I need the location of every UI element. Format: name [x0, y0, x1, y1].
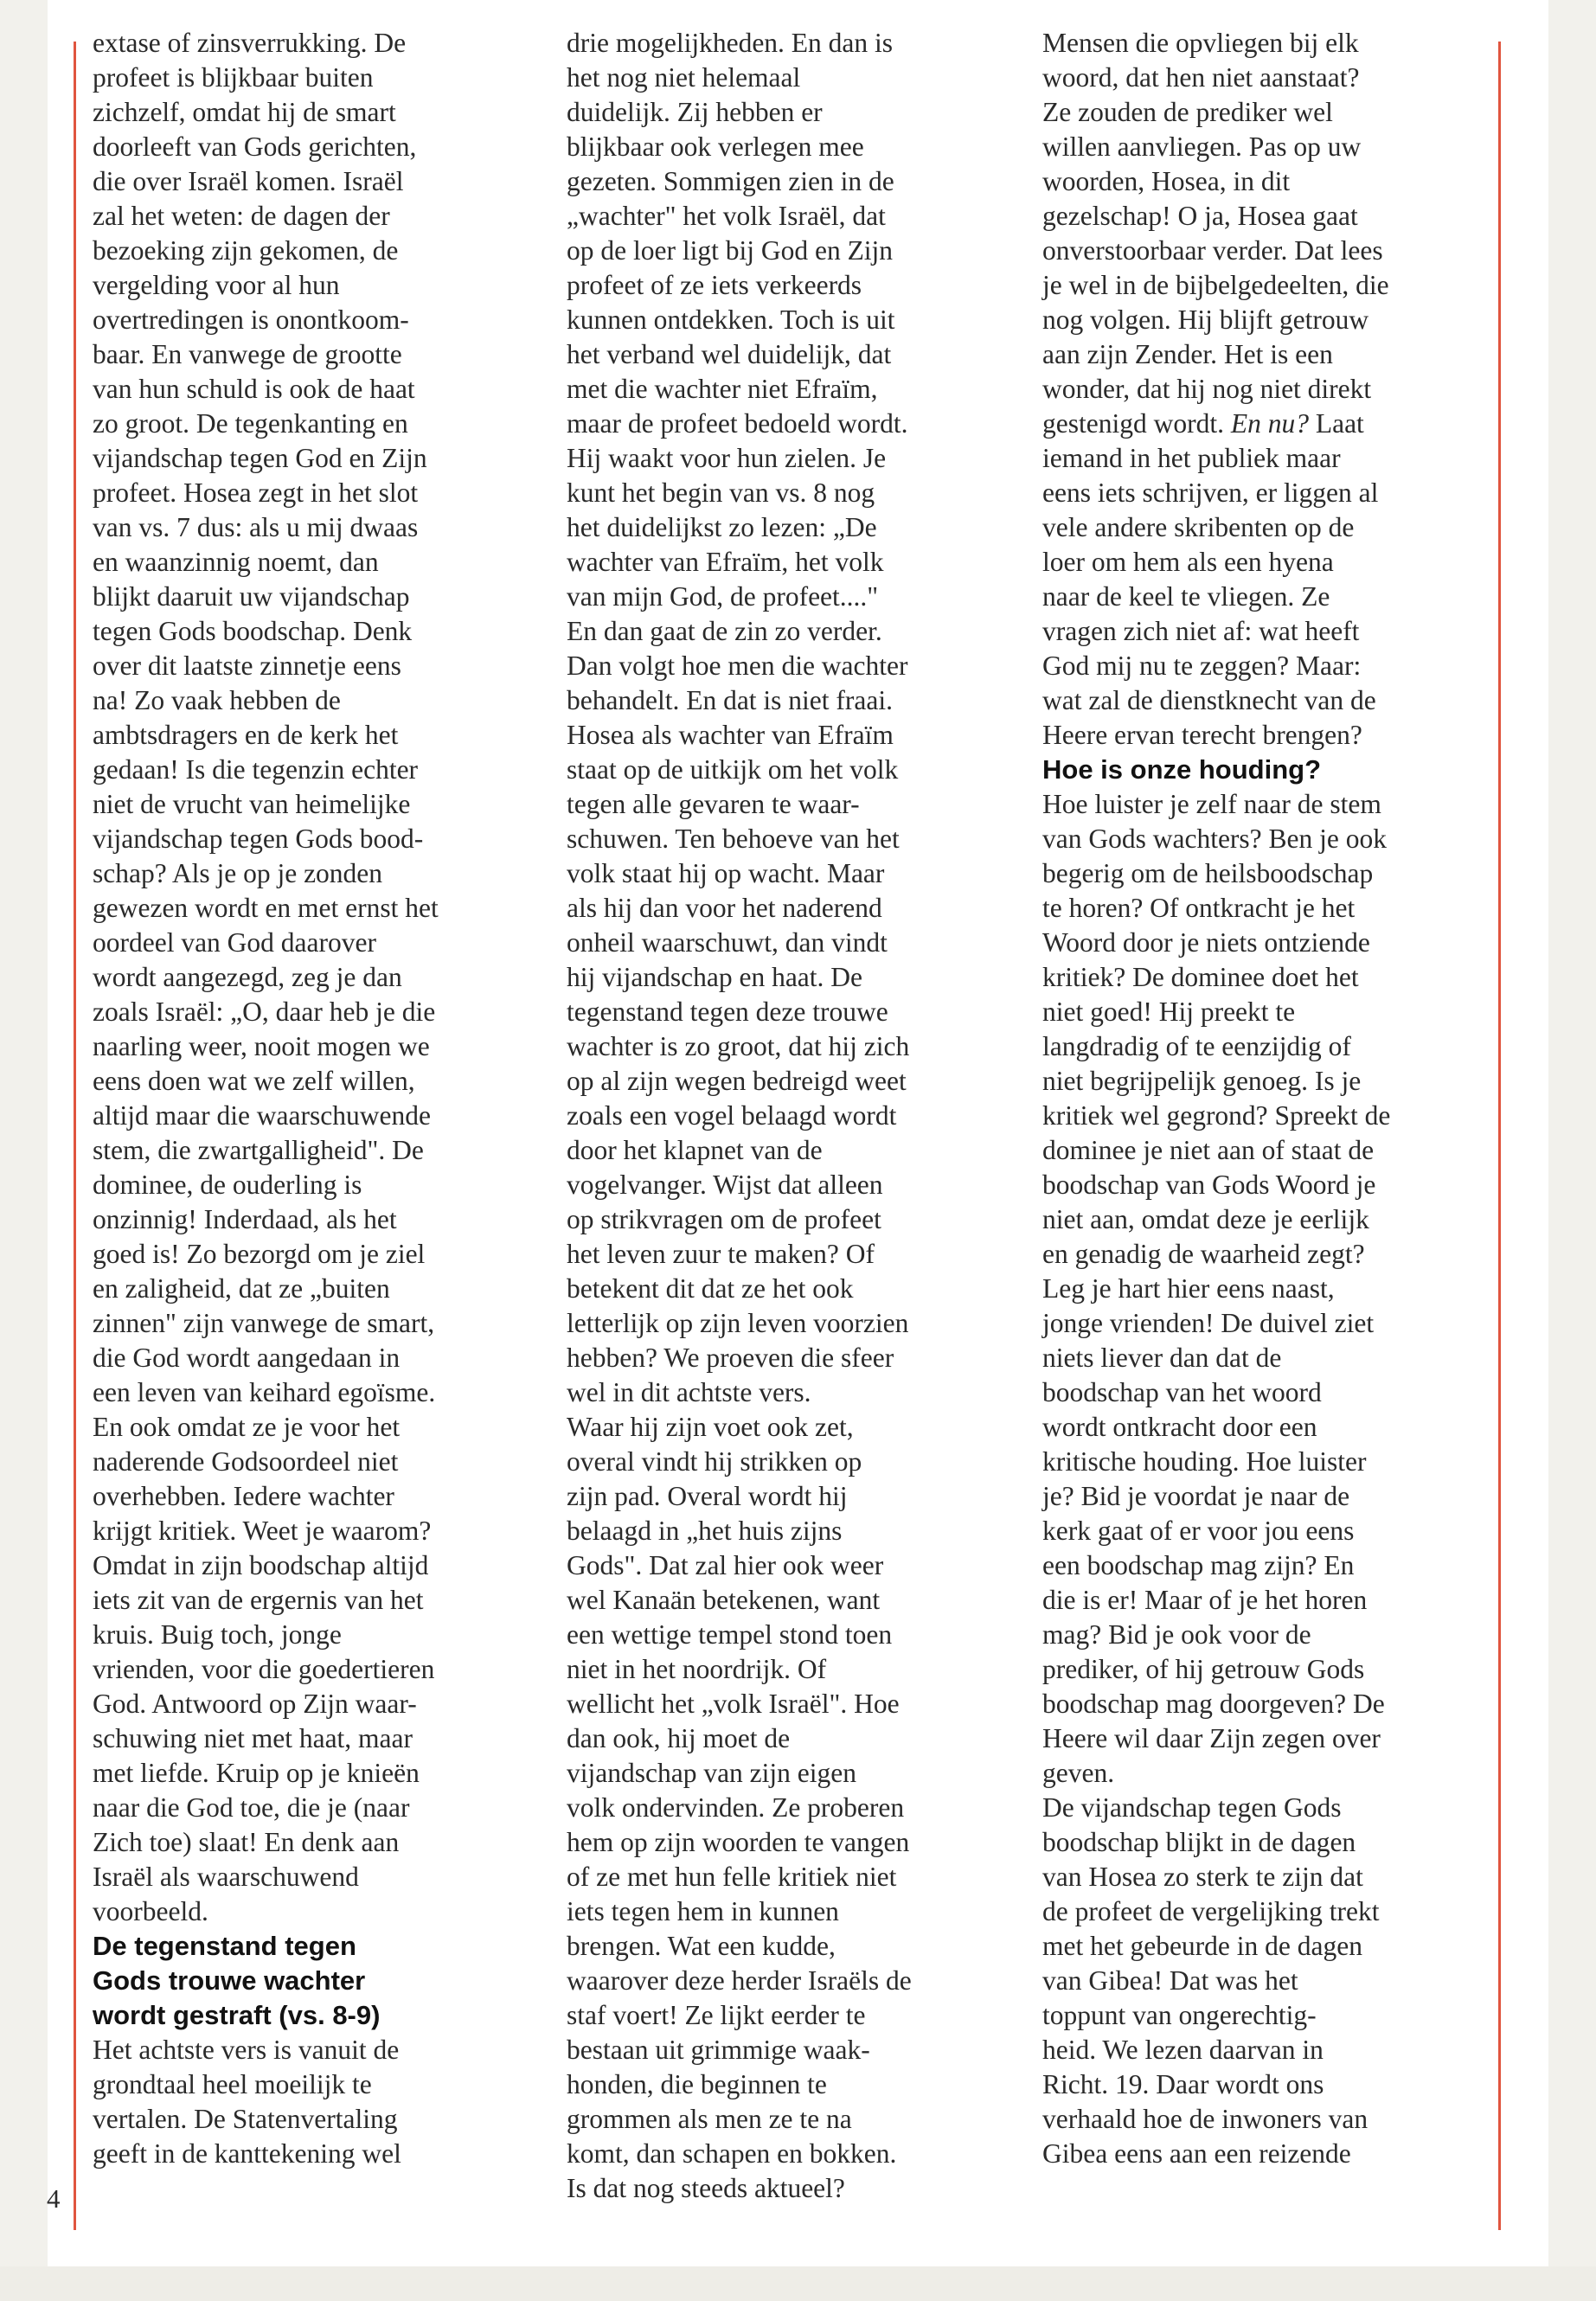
text-line: Richt. 19. Daar wordt ons [1042, 2069, 1324, 2099]
text-line: onzinnig! Inderdaad, als het [93, 1204, 397, 1234]
text-line: boodschap mag doorgeven? De [1042, 1689, 1385, 1719]
text-line: een wettige tempel stond toen [567, 1619, 893, 1650]
text-line: zoals Israël: „O, daar heb je die [93, 997, 436, 1027]
text-line: kruis. Buig toch, jonge [93, 1619, 342, 1650]
text-line: boodschap van het woord [1042, 1377, 1322, 1407]
text-line: of ze met hun felle kritiek niet [567, 1862, 897, 1892]
text-line: „wachter" het volk Israël, dat [567, 201, 886, 231]
text-line: een leven van keihard egoïsme. [93, 1377, 436, 1407]
text-line: De vijandschap tegen Gods [1042, 1792, 1342, 1823]
text-line: het nog niet helemaal [567, 62, 801, 93]
text-line: maar de profeet bedoeld wordt. [567, 408, 908, 439]
text-line: geeft in de kanttekening wel [93, 2138, 401, 2169]
heading-line: Hoe is onze houding? [1042, 754, 1322, 785]
text-line: tegen Gods boodschap. Denk [93, 616, 413, 646]
heading-line: wordt gestraft (vs. 8-9) [93, 2000, 381, 2030]
text-line: tegenstand tegen deze trouwe [567, 997, 888, 1027]
text-line: schuwen. Ten behoeve van het [567, 824, 900, 854]
text-line: kritische houding. Hoe luister [1042, 1446, 1367, 1477]
text-line: Hij waakt voor hun zielen. Je [567, 443, 887, 473]
text-line: goed is! Zo bezorgd om je ziel [93, 1239, 426, 1269]
text-line: gedaan! Is die tegenzin echter [93, 754, 419, 785]
text-line: duidelijk. Zij hebben er [567, 97, 823, 127]
text-line: boodschap blijkt in de dagen [1042, 1827, 1356, 1857]
text-line: kerk gaat of er voor jou eens [1042, 1516, 1355, 1546]
text-line: belaagd in „het huis zijns [567, 1516, 843, 1546]
text-line: Gibea eens aan een reizende [1042, 2138, 1351, 2169]
text-line: iets tegen hem in kunnen [567, 1896, 839, 1926]
text-line: God. Antwoord op Zijn waar- [93, 1689, 417, 1719]
text-line: die is er! Maar of je het horen [1042, 1585, 1368, 1615]
text-line: begerig om de heilsboodschap [1042, 858, 1374, 888]
text-line: Hoe luister je zelf naar de stem [1042, 789, 1381, 819]
text-line: God mij nu te zeggen? Maar: [1042, 651, 1362, 681]
text-line: op al zijn wegen bedreigd weet [567, 1066, 907, 1096]
text-line: vergelding voor al hun [93, 270, 340, 300]
text-line: komt, dan schapen en bokken. [567, 2138, 897, 2169]
text-line: loer om hem als een hyena [1042, 547, 1334, 577]
text-line: vijandschap van zijn eigen [567, 1758, 857, 1788]
text-line: overal vindt hij strikken op [567, 1446, 862, 1477]
text-line: Waar hij zijn voet ook zet, [567, 1412, 854, 1442]
text-line: wel Kanaän betekenen, want [567, 1585, 881, 1615]
text-line: gezelschap! O ja, Hosea gaat [1042, 201, 1358, 231]
text-line: dan ook, hij moet de [567, 1723, 791, 1753]
text-line: iemand in het publiek maar [1042, 443, 1341, 473]
text-line: Het achtste vers is vanuit de [93, 2035, 400, 2065]
text-line: aan zijn Zender. Het is een [1042, 339, 1333, 369]
text-line: dominee je niet aan of staat de [1042, 1135, 1375, 1165]
text-line: en zaligheid, dat ze „buiten [93, 1273, 390, 1304]
text-line: zo groot. De tegenkanting en [93, 408, 408, 439]
text-line: bestaan uit grimmige waak- [567, 2035, 870, 2065]
heading-line: Gods trouwe wachter [93, 1965, 366, 1996]
text-line: niet begrijpelijk genoeg. Is je [1042, 1066, 1362, 1096]
text-line: Is dat nog steeds aktueel? [567, 2173, 845, 2203]
text-line: verhaald hoe de inwoners van [1042, 2104, 1368, 2134]
text-line: met het gebeurde in de dagen [1042, 1931, 1362, 1961]
text-line: naar de keel te vliegen. Ze [1042, 581, 1330, 612]
text-line: behandelt. En dat is niet fraai. [567, 685, 893, 715]
text-line: woorden, Hosea, in dit [1042, 166, 1291, 196]
text-line: hij vijandschap en haat. De [567, 962, 863, 992]
text-line: kritiek wel gegrond? Spreekt de [1042, 1100, 1391, 1131]
text-line: toppunt van ongerechtig- [1042, 2000, 1317, 2030]
text-line: het duidelijkst zo lezen: „De [567, 512, 877, 542]
text-line: wel in dit achtste vers. [567, 1377, 811, 1407]
text-line: Gods". Dat zal hier ook weer [567, 1550, 884, 1580]
text-line: wellicht het „volk Israël". Hoe [567, 1689, 900, 1719]
text-line: baar. En vanwege de grootte [93, 339, 402, 369]
text-line: overhebben. Iedere wachter [93, 1481, 394, 1511]
text-line: vogelvanger. Wijst dat alleen [567, 1170, 883, 1200]
heading-line: De tegenstand tegen [93, 1931, 356, 1961]
text-line: blijkbaar ook verlegen mee [567, 131, 864, 162]
text-line: wordt ontkracht door een [1042, 1412, 1317, 1442]
text-line: zichzelf, omdat hij de smart [93, 97, 396, 127]
text-line: Heere ervan terecht brengen? [1042, 720, 1362, 750]
text-line: jonge vrienden! De duivel ziet [1042, 1308, 1375, 1338]
text-line: naar die God toe, die je (naar [93, 1792, 410, 1823]
text-line: mag? Bid je ook voor de [1042, 1619, 1311, 1650]
text-line: niet in het noordrijk. Of [567, 1654, 827, 1684]
text-line: en waanzinnig noemt, dan [93, 547, 379, 577]
section-heading [1042, 753, 1484, 787]
text-line: die over Israël komen. Israël [93, 166, 404, 196]
page-bottom-edge [0, 2266, 1596, 2301]
right-margin-rule [1498, 42, 1501, 2230]
column-1 [93, 26, 525, 2171]
text-line: gezeten. Sommigen zien in de [567, 166, 894, 196]
text-line: hem op zijn woorden te vangen [567, 1827, 910, 1857]
text-line: En dan gaat de zin zo verder. [567, 616, 882, 646]
text-line: staat op de uitkijk om het volk [567, 754, 899, 785]
text-line: kritiek? De dominee doet het [1042, 962, 1359, 992]
body-paragraph [1042, 787, 1484, 2171]
text-line: je? Bid je voordat je naar de [1042, 1481, 1350, 1511]
text-line: op strikvragen om de profeet [567, 1204, 881, 1234]
text-line: de profeet de vergelijking trekt [1042, 1896, 1380, 1926]
text-line: wonder, dat hij nog niet direkt [1042, 374, 1372, 404]
text-line: vele andere skribenten op de [1042, 512, 1355, 542]
body-paragraph [93, 2033, 525, 2171]
text-line: blijkt daaruit uw vijandschap [93, 581, 410, 612]
text-line: Zich toe) slaat! En denk aan [93, 1827, 400, 1857]
text-line: eens iets schrijven, er liggen al [1042, 478, 1379, 508]
text-line: Omdat in zijn boodschap altijd [93, 1550, 429, 1580]
text-line: wachter is zo groot, dat hij zich [567, 1031, 910, 1061]
text-line: honden, die beginnen te [567, 2069, 827, 2099]
text-line: woord, dat hen niet aanstaat? [1042, 62, 1360, 93]
text-line: naarling weer, nooit mogen we [93, 1031, 430, 1061]
text-line: gewezen wordt en met ernst het [93, 893, 439, 923]
text-line: het verband wel duidelijk, dat [567, 339, 892, 369]
text-line: zinnen" zijn vanwege de smart, [93, 1308, 435, 1338]
text-line: grondtaal heel moeilijk te [93, 2069, 372, 2099]
text-line: vragen zich niet af: wat heeft [1042, 616, 1360, 646]
text-line: geven. [1042, 1758, 1115, 1788]
emphasis-text: En nu? [1230, 408, 1309, 439]
column-3 [1042, 26, 1484, 2171]
text-line: te horen? Of ontkracht je het [1042, 893, 1356, 923]
text-line: zijn pad. Overal wordt hij [567, 1481, 848, 1511]
text-line: Leg je hart hier eens naast, [1042, 1273, 1335, 1304]
text-line: van hun schuld is ook de haat [93, 374, 415, 404]
text-line: waarover deze herder Israëls de [567, 1965, 912, 1996]
text-line: boodschap van Gods Woord je [1042, 1170, 1376, 1200]
text-line: overtredingen is onontkoom- [93, 304, 409, 335]
text-line: van Gibea! Dat was het [1042, 1965, 1298, 1996]
text-line: vrienden, voor die goedertieren [93, 1654, 435, 1684]
text-line: Israël als waarschuwend [93, 1862, 359, 1892]
text-line: nog volgen. Hij blijft getrouw [1042, 304, 1369, 335]
page-number: 4 [47, 2183, 61, 2214]
text-line: stem, die zwartgalligheid". De [93, 1135, 424, 1165]
text-line: vijandschap tegen Gods bood- [93, 824, 424, 854]
text-line: willen aanvliegen. Pas op uw [1042, 131, 1362, 162]
text-line: vertalen. De Statenvertaling [93, 2104, 398, 2134]
text-line: profeet is blijkbaar buiten [93, 62, 374, 93]
text-line: Ze zouden de prediker wel [1042, 97, 1333, 127]
text-line: Dan volgt hoe men die wachter [567, 651, 908, 681]
text-line: schuwing niet met haat, maar [93, 1723, 413, 1753]
text-line: langdradig of te eenzijdig of [1042, 1031, 1351, 1061]
text-line: brengen. Wat een kudde, [567, 1931, 836, 1961]
text-line: volk ondervinden. Ze proberen [567, 1792, 905, 1823]
text-line: letterlijk op zijn leven voorzien [567, 1308, 909, 1338]
column-2 [567, 26, 999, 2206]
text-line: op de loer ligt bij God en Zijn [567, 235, 894, 266]
text-line: onverstoorbaar verder. Dat lees [1042, 235, 1383, 266]
text-line: volk staat hij op wacht. Maar [567, 858, 885, 888]
text-line: iets zit van de ergernis van het [93, 1585, 424, 1615]
text-line: altijd maar die waarschuwende [93, 1100, 431, 1131]
text-line: profeet. Hosea zegt in het slot [93, 478, 419, 508]
text-line: onheil waarschuwt, dan vindt [567, 927, 888, 958]
left-margin-rule [74, 42, 76, 2230]
text-line: En ook omdat ze je voor het [93, 1412, 401, 1442]
text-line: en genadig de waarheid zegt? [1042, 1239, 1365, 1269]
text-line: Woord door je niets ontziende [1042, 927, 1370, 958]
text-line: na! Zo vaak hebben de [93, 685, 341, 715]
text-line: Mensen die opvliegen bij elk [1042, 28, 1359, 58]
text-line: kunt het begin van vs. 8 nog [567, 478, 875, 508]
text-line: van vs. 7 dus: als u mij dwaas [93, 512, 419, 542]
text-line: grommen als men ze te na [567, 2104, 852, 2134]
text-line: krijgt kritiek. Weet je waarom? [93, 1516, 432, 1546]
text-line: Heere wil daar Zijn zegen over [1042, 1723, 1381, 1753]
text-line: met die wachter niet Efraïm, [567, 374, 878, 404]
text-line: bezoeking zijn gekomen, de [93, 235, 399, 266]
text-line: zal het weten: de dagen der [93, 201, 390, 231]
text-line: je wel in de bijbelgedeelten, die [1042, 270, 1389, 300]
text-line: van mijn God, de profeet...." [567, 581, 879, 612]
body-paragraph [93, 26, 525, 1929]
text-line: het leven zuur te maken? Of [567, 1239, 875, 1269]
text-line: tegen alle gevaren te waar- [567, 789, 860, 819]
text-line: zoals een vogel belaagd wordt [567, 1100, 897, 1131]
text-line: over dit laatste zinnetje eens [93, 651, 401, 681]
text-line: extase of zinsverrukking. De [93, 28, 407, 58]
text-line: schap? Als je op je zonden [93, 858, 383, 888]
text-line: niet goed! Hij preekt te [1042, 997, 1296, 1027]
text-line: een boodschap mag zijn? En [1042, 1550, 1355, 1580]
body-paragraph [567, 26, 999, 2206]
section-heading [93, 1929, 525, 2033]
text-line: staf voert! Ze lijkt eerder te [567, 2000, 866, 2030]
text-line: voorbeeld. [93, 1896, 208, 1926]
text-line: oordeel van God daarover [93, 927, 376, 958]
body-paragraph [1042, 26, 1484, 753]
text-line: heid. We lezen daarvan in [1042, 2035, 1324, 2065]
text-line: betekent dit dat ze het ook [567, 1273, 854, 1304]
text-line: door het klapnet van de [567, 1135, 823, 1165]
text-line: van Gods wachters? Ben je ook [1042, 824, 1388, 854]
text-line: niets liever dan dat de [1042, 1343, 1282, 1373]
text-line: als hij dan voor het naderend [567, 893, 882, 923]
text-line: drie mogelijkheden. En dan is [567, 28, 894, 58]
text-line: profeet of ze iets verkeerds [567, 270, 862, 300]
text-line: die God wordt aangedaan in [93, 1343, 401, 1373]
text-line: van Hosea zo sterk te zijn dat [1042, 1862, 1363, 1892]
text-line: ambtsdragers en de kerk het [93, 720, 399, 750]
text-line: doorleeft van Gods gerichten, [93, 131, 417, 162]
text-line: niet de vrucht van heimelijke [93, 789, 411, 819]
text-line: wordt aangezegd, zeg je dan [93, 962, 402, 992]
text-line: kunnen ontdekken. Toch is uit [567, 304, 895, 335]
text-line: hebben? We proeven die sfeer [567, 1343, 894, 1373]
text-line: met liefde. Kruip op je knieën [93, 1758, 420, 1788]
text-line: wachter van Efraïm, het volk [567, 547, 884, 577]
text-line: gestenigd wordt. En nu? Laat [1042, 408, 1364, 439]
text-line: prediker, of hij getrouw Gods [1042, 1654, 1365, 1684]
text-line: naderende Godsoordeel niet [93, 1446, 399, 1477]
text-line: Hosea als wachter van Efraïm [567, 720, 894, 750]
text-line: eens doen wat we zelf willen, [93, 1066, 415, 1096]
text-line: dominee, de ouderling is [93, 1170, 362, 1200]
text-line: wat zal de dienstknecht van de [1042, 685, 1376, 715]
text-line: vijandschap tegen God en Zijn [93, 443, 427, 473]
text-line: niet aan, omdat deze je eerlijk [1042, 1204, 1369, 1234]
